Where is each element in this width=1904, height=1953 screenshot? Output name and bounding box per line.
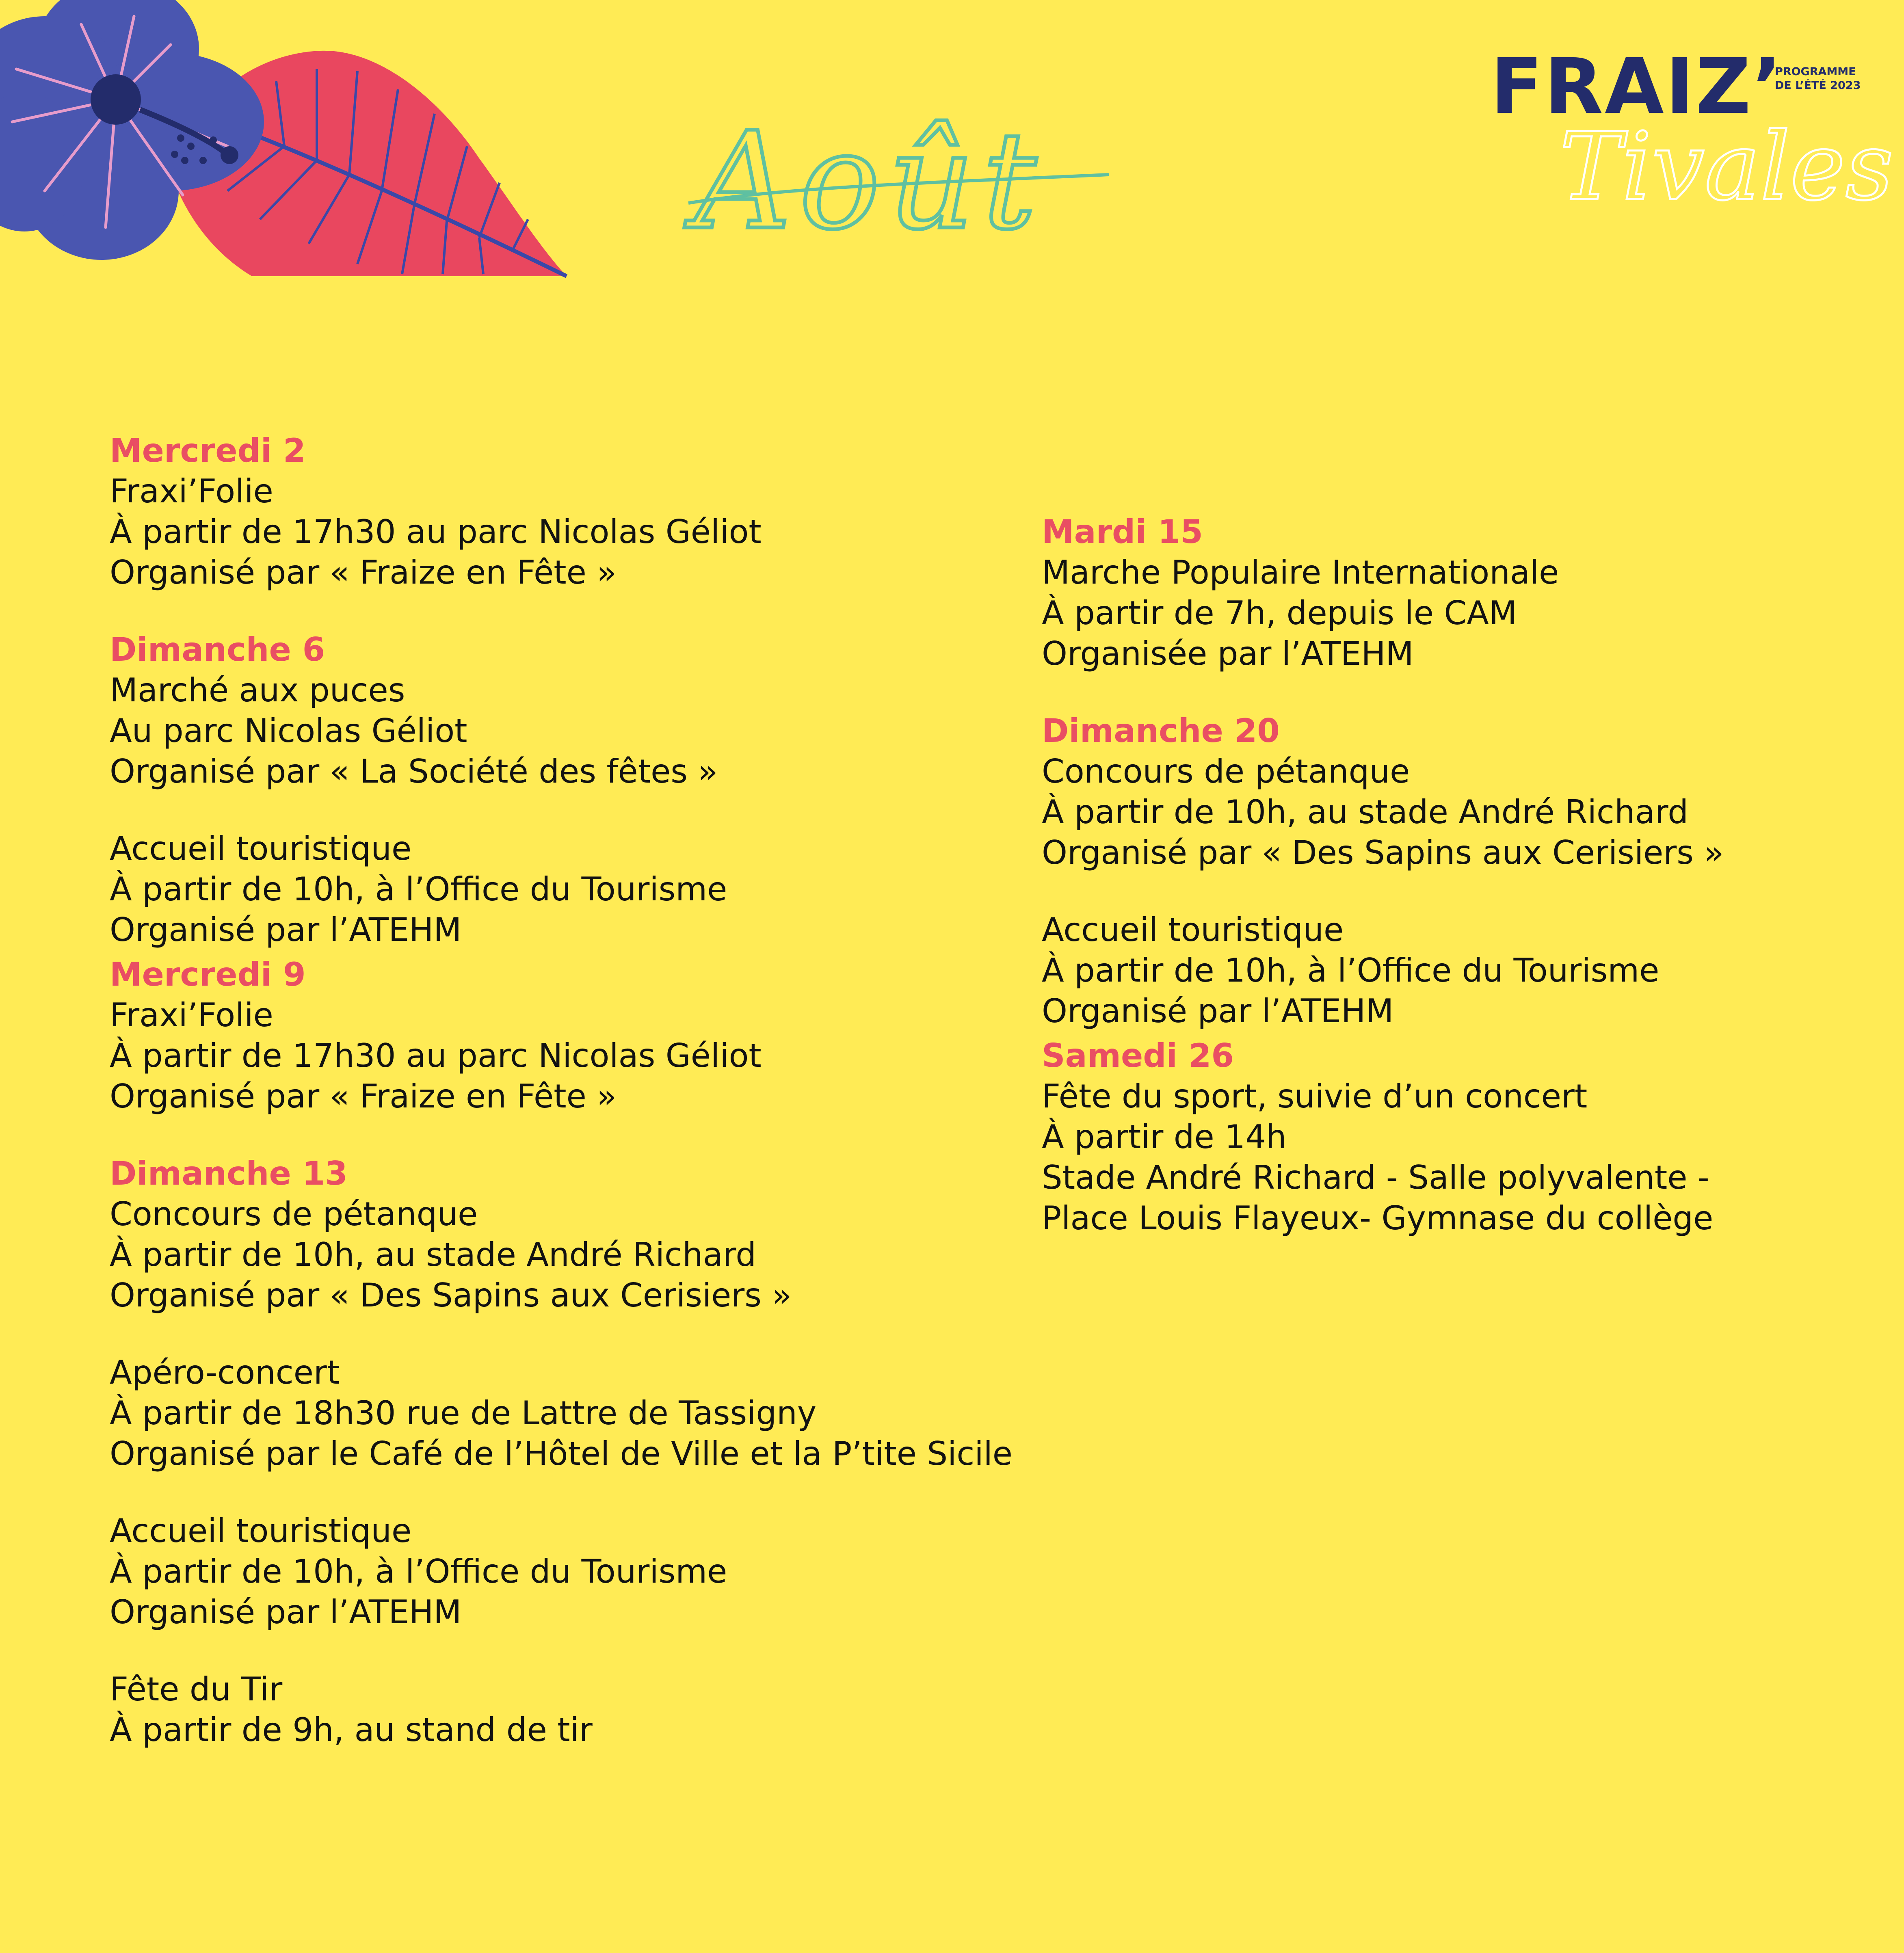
logo-script-text: Tivales	[1560, 113, 1893, 221]
event-detail: Organisé par le Café de l’Hôtel de Ville et la P’tite Sicile	[110, 1435, 1013, 1473]
fraiztivales-logo	[1491, 42, 1893, 236]
events-left-column	[110, 430, 1125, 1787]
event-detail: À partir de 10h, à l’Office du Tourisme	[1042, 952, 1660, 989]
event-title: Marche Populaire Internationale	[1042, 554, 1559, 591]
event-title: Fraxi’Folie	[110, 472, 273, 510]
event-detail: Organisé par « Fraize en Fête »	[110, 1077, 617, 1115]
logo-main-text: FRAIZ’	[1491, 42, 1783, 131]
event-detail: À partir de 17h30 au parc Nicolas Géliot	[110, 1037, 762, 1075]
event-detail: Organisé par « La Société des fêtes »	[110, 753, 718, 790]
event-detail: Organisé par l’ATEHM	[110, 1593, 462, 1631]
event-title: Accueil touristique	[110, 830, 412, 867]
event-day: Dimanche 20	[1042, 712, 1280, 750]
event-detail: Organisé par « Des Sapins aux Cerisiers »	[110, 1276, 792, 1314]
event-detail: Stade André Richard - Salle polyvalente -	[1042, 1159, 1709, 1196]
event-detail: À partir de 18h30 rue de Lattre de Tassigny	[110, 1394, 817, 1432]
event-detail: Organisé par « Des Sapins aux Cerisiers »	[1042, 834, 1724, 872]
event-title: Concours de pétanque	[110, 1195, 478, 1233]
event-title: Marché aux puces	[110, 671, 405, 709]
event-detail: À partir de 10h, au stade André Richard	[110, 1236, 756, 1274]
event-detail: Organisée par l’ATEHM	[1042, 635, 1414, 673]
event-title: Accueil touristique	[1042, 911, 1344, 949]
event-detail: À partir de 9h, au stand de tir	[110, 1711, 593, 1749]
month-title-text: Août	[695, 103, 1045, 259]
event-detail: Organisé par l’ATEHM	[110, 911, 462, 949]
event-day: Dimanche 13	[110, 1155, 348, 1192]
event-detail: À partir de 7h, depuis le CAM	[1042, 594, 1517, 632]
event-detail: Organisé par l’ATEHM	[1042, 992, 1394, 1030]
event-detail: À partir de 17h30 au parc Nicolas Géliot	[110, 513, 762, 551]
event-day: Mercredi 9	[110, 956, 306, 993]
event-entry	[110, 629, 1125, 792]
event-entry	[1042, 1036, 1813, 1239]
event-title: Concours de pétanque	[1042, 753, 1410, 790]
events-right-column	[1042, 512, 1813, 1275]
logo-subtitle	[1775, 65, 1880, 93]
event-entry	[110, 1352, 1125, 1474]
event-day: Dimanche 6	[110, 631, 325, 668]
event-detail: À partir de 10h, à l’Office du Tourisme	[110, 1553, 727, 1590]
event-day: Mardi 15	[1042, 513, 1203, 551]
event-detail: Organisé par « Fraize en Fête »	[110, 554, 617, 591]
event-detail: À partir de 10h, au stade André Richard	[1042, 793, 1688, 831]
event-detail: Place Louis Flayeux- Gymnase du collège	[1042, 1199, 1714, 1237]
event-entry	[110, 1153, 1125, 1316]
event-detail: Au parc Nicolas Géliot	[110, 712, 467, 750]
event-title: Apéro-concert	[110, 1354, 340, 1391]
event-title: Fête du Tir	[110, 1670, 283, 1708]
event-detail: À partir de 10h, à l’Office du Tourisme	[110, 870, 727, 908]
event-entry	[1042, 910, 1813, 1032]
event-entry	[110, 1669, 1125, 1750]
event-day: Samedi 26	[1042, 1037, 1234, 1075]
logo-subtitle-line2: DE L’ÉTÉ 2023	[1775, 79, 1861, 92]
logo-subtitle-line1: PROGRAMME	[1775, 65, 1856, 78]
event-entry	[110, 1511, 1125, 1633]
event-title: Fête du sport, suivie d’un concert	[1042, 1077, 1588, 1115]
event-entry	[110, 954, 1125, 1117]
event-entry	[1042, 512, 1813, 674]
event-entry	[110, 828, 1125, 950]
event-title: Accueil touristique	[110, 1512, 412, 1550]
event-title: Fraxi’Folie	[110, 996, 273, 1034]
event-entry	[1042, 711, 1813, 873]
logo-script	[1551, 106, 1893, 236]
event-detail: À partir de 14h	[1042, 1118, 1287, 1156]
month-title	[686, 103, 1113, 260]
event-entry	[110, 430, 1125, 593]
event-day: Mercredi 2	[110, 432, 306, 469]
flower-leaf-decoration	[0, 0, 589, 284]
